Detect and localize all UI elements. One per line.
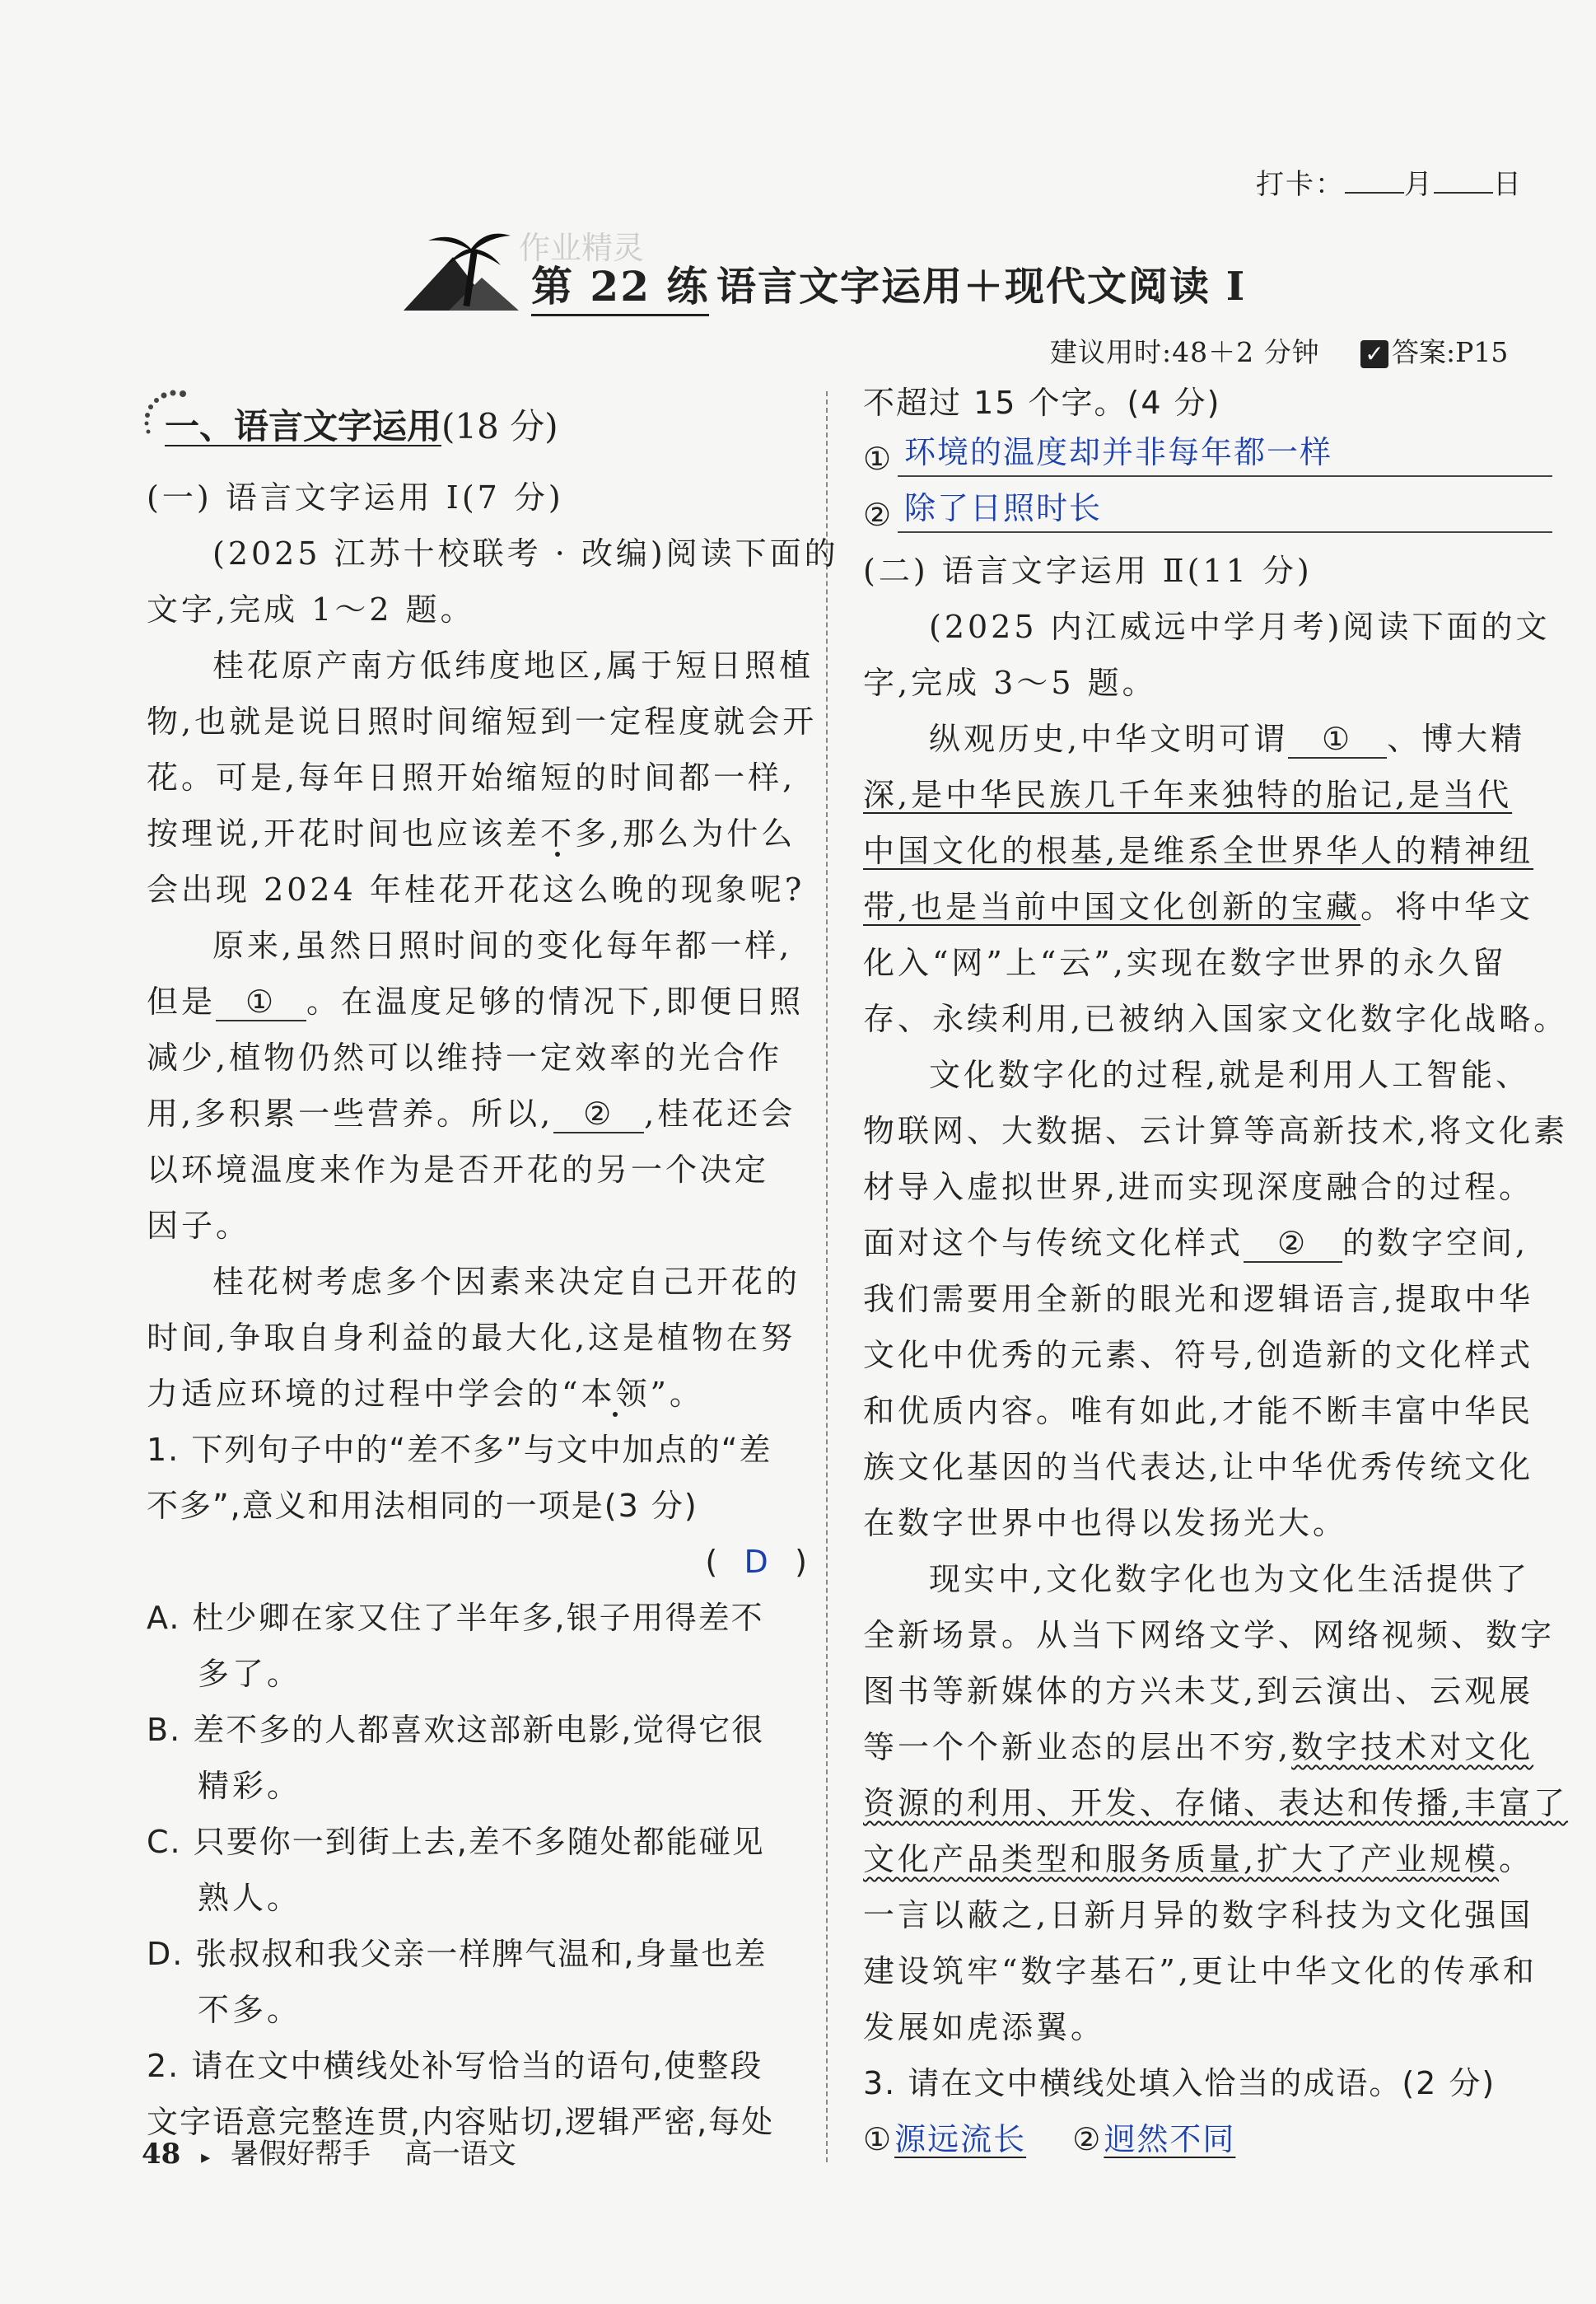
palm-island-icon (404, 224, 535, 311)
text-line: 发展如虎添翼。 (863, 2009, 1106, 2045)
text-span: 纵观历史,中华文明可谓 (929, 721, 1289, 757)
triangle-icon: ▸ (201, 2147, 211, 2168)
day-blank[interactable] (1434, 192, 1493, 194)
text-line: 图书等新媒体的方兴未艾,到云演出、云观展 (863, 1673, 1534, 1709)
wavy-underlined-text: 资源的利用、开发、存储、表达和传播,丰富了 (863, 1785, 1569, 1821)
passage1-paragraph1 (147, 638, 818, 918)
emphasized-word: 本领 (581, 1376, 651, 1412)
part2-source: (2025 内江威远中学月考)阅读下面的文 (929, 609, 1551, 645)
text-line: 以环境温度来作为是否开花的另一个决定 (147, 1152, 770, 1188)
month-blank[interactable] (1345, 192, 1404, 194)
blank-3-2[interactable]: ② (1244, 1225, 1342, 1263)
option-line: B. 差不多的人都喜欢这部新电影,觉得它很 (147, 1712, 765, 1748)
option-line: 熟人。 (198, 1880, 302, 1916)
option-line: 不多。 (198, 1992, 302, 2028)
q3-stem: 3. 请在文中横线处填入恰当的成语。(2 分) (863, 2065, 1496, 2101)
text-line (147, 974, 814, 1030)
passage1-paragraph3 (147, 1254, 814, 1422)
day-label: 日 (1493, 168, 1523, 201)
q2-answer-2-text: 除了日照时长 (904, 490, 1103, 526)
page-number: 48 (142, 2138, 181, 2171)
text-line (863, 767, 1522, 823)
text-line: 材导入虚拟世界,进而实现深度融合的过程。 (863, 1169, 1534, 1205)
q3-answers (863, 2111, 1522, 2167)
passage2-paragraph3 (863, 1551, 1569, 2055)
q1-answer-box[interactable] (147, 1534, 814, 1590)
text-line: 和优质内容。唯有如此,才能不断丰富中华民 (863, 1393, 1534, 1429)
text-span: 力适应环境的过程中学会的“ (147, 1376, 581, 1412)
q1-stem-cont: 不多”,意义和用法相同的一项是(3 分) (147, 1488, 698, 1524)
text-line (863, 823, 1534, 879)
watermark-text: 作业精灵 (519, 230, 645, 266)
option-line: A. 杜少卿在家又住了半年多,银子用得差不 (147, 1600, 764, 1636)
blank-1[interactable]: ① (216, 984, 306, 1021)
text-span: ,桂花还会 (644, 1096, 796, 1132)
text-span: 但是 (147, 984, 217, 1020)
q1-option-b[interactable] (147, 1702, 814, 1814)
part2-heading: (二) 语言文字运用 Ⅱ(11 分) (863, 553, 1313, 589)
text-line: 存、永续利用,已被纳入国家文化数字化战略。 (863, 1001, 1569, 1037)
q3-answer-1[interactable]: 源远流长 (894, 2121, 1027, 2157)
checkin-line (1256, 157, 1523, 213)
text-line (863, 1831, 1534, 1887)
text-span: 的数字空间, (1342, 1225, 1529, 1261)
text-line: 文化数字化的过程,就是利用人工智能、 (929, 1057, 1531, 1093)
q2-answer-1[interactable] (863, 431, 1522, 487)
checkin-label: 打卡： (1256, 168, 1345, 201)
text-span: 用,多积累一些营养。所以, (147, 1096, 554, 1132)
text-span: 。将中华文 (1360, 889, 1534, 925)
text-line (863, 1719, 1534, 1775)
text-line (863, 711, 1526, 767)
q1-option-d[interactable] (147, 1926, 814, 2038)
underlined-text: 深,是中华民族几千年来独特的胎记,是当代 (863, 777, 1513, 813)
dotted-word (506, 816, 609, 852)
wavy-underlined-text: 文化产品类型和服务质量,扩大了产业规模 (863, 1841, 1500, 1877)
section1-title: 一、语言文字运用 (165, 406, 442, 446)
right-column (863, 375, 1569, 2167)
text-span: 等一个个新业态的层出不穷, (863, 1729, 1292, 1765)
book-name: 暑假好帮手 (231, 2138, 371, 2171)
part1-heading: (一) 语言文字运用 Ⅰ(7 分) (147, 479, 564, 516)
subject-name: 高一语文 (404, 2138, 516, 2171)
text-line: 会出现 2024 年桂花开花这么晚的现象呢? (147, 872, 805, 908)
answer-num: ① (863, 2121, 895, 2157)
text-line: 现实中,文化数字化也为文化生活提供了 (929, 1561, 1531, 1597)
answer-num: ② (863, 497, 895, 533)
answer-ref (1360, 331, 1508, 370)
q3-answer-2[interactable]: 迥然不同 (1104, 2121, 1236, 2157)
q2-answer-1-text: 环境的温度却并非每年都一样 (904, 434, 1333, 470)
text-line: 族文化基因的当代表达,让中华优秀传统文化 (863, 1449, 1534, 1485)
time-hint: 建议用时:48＋2 分钟 (1050, 336, 1320, 368)
answer-ref-label: 答案:P15 (1392, 336, 1509, 368)
dotted-word (581, 1376, 650, 1412)
check-icon: ✓ (1360, 340, 1388, 368)
option-line: 精彩。 (198, 1768, 302, 1804)
q1-stem: 1. 下列句子中的“差不多”与文中加点的“差 (147, 1432, 772, 1468)
column-divider (826, 391, 828, 2162)
part1-source-cont: 文字,完成 1～2 题。 (147, 591, 475, 628)
text-span: ”。 (650, 1376, 704, 1412)
text-line: 在数字世界中也得以发扬光大。 (863, 1505, 1348, 1541)
part1-source: (2025 江苏十校联考 · 改编)阅读下面的 (212, 535, 839, 572)
text-span: ,那么为什么 (609, 816, 796, 852)
text-line: 因子。 (147, 1208, 251, 1244)
blank-3-1[interactable]: ① (1288, 721, 1387, 759)
text-span: 面对这个与传统文化样式 (863, 1225, 1244, 1261)
page-title: 语言文字运用＋现代文阅读 Ⅰ (716, 264, 1247, 310)
footer (142, 2133, 516, 2179)
text-line (863, 1775, 1569, 1831)
text-line: 物,也就是说日照时间缩短到一定程度就会开 (147, 703, 818, 740)
option-line: C. 只要你一到街上去,差不多随处都能碰见 (147, 1824, 765, 1860)
text-line: 桂花原产南方低纬度地区,属于短日照植 (212, 647, 814, 684)
text-line: 物联网、大数据、云计算等高新技术,将文化素 (863, 1113, 1569, 1149)
text-line: 花。可是,每年日照开始缩短的时间都一样, (147, 759, 796, 796)
text-span: 按理说,开花时间也应该 (147, 816, 506, 852)
q1-answer: D (744, 1544, 772, 1580)
q2-stem-cont: 文字语意完整连贯,内容贴切,逻辑严密,每处 (147, 2104, 775, 2140)
answer-line (898, 531, 1552, 533)
text-line: 建设筑牢“数字基石”,更让中华文化的传承和 (863, 1953, 1538, 1989)
text-line: 时间,争取自身利益的最大化,这是植物在努 (147, 1320, 796, 1356)
month-label: 月 (1404, 168, 1434, 201)
text-line: 一言以蔽之,日新月异的数字科技为文化强国 (863, 1897, 1534, 1933)
option-line: 多了。 (198, 1656, 302, 1692)
passage2-paragraph1 (863, 711, 1569, 1047)
q2-answer-2[interactable] (863, 487, 1522, 543)
part2-source-cont: 字,完成 3～5 题。 (863, 665, 1157, 701)
passage1-paragraph2 (147, 918, 814, 1254)
option-line: D. 张叔叔和我父亲一样脾气温和,身量也差 (147, 1936, 768, 1972)
blank-2[interactable]: ② (553, 1096, 644, 1133)
emphasized-word: 差不多 (506, 816, 610, 852)
text-line (147, 1086, 814, 1142)
paren-close: ) (795, 1544, 810, 1580)
text-line: 全新场景。从当下网络文学、网络视频、数字 (863, 1617, 1556, 1653)
text-line: 化入“网”上“云”,实现在数字世界的永久留 (863, 945, 1507, 981)
underlined-text: 中国文化的根基,是维系全世界华人的精神纽 (863, 833, 1534, 869)
text-line: 原来,虽然日照时间的变化每年都一样, (212, 928, 793, 964)
section1-heading (165, 400, 558, 453)
wavy-underlined-text: 数字技术对文化 (1291, 1729, 1534, 1765)
paren-open: ( (705, 1544, 721, 1580)
q1-option-a[interactable] (147, 1590, 814, 1702)
underlined-text: 带,也是当前中国文化创新的宝藏 (863, 889, 1361, 925)
q2-stem: 2. 请在文中横线处补写恰当的语句,使整段 (147, 2048, 763, 2084)
answer-num: ① (863, 441, 895, 477)
section1-score: (18 分) (441, 406, 558, 446)
text-line (863, 879, 1534, 935)
q1-option-c[interactable] (147, 1814, 814, 1926)
text-span: 。在温度足够的情况下,即便日照 (306, 984, 805, 1020)
text-line (147, 1366, 814, 1422)
text-line (863, 1215, 1529, 1271)
answer-num: ② (1072, 2121, 1104, 2157)
question-1 (147, 1422, 814, 2150)
text-line: 桂花树考虑多个因素来决定自己开花的 (212, 1264, 801, 1300)
lesson-number: 第 22 练 (531, 259, 709, 316)
left-column (147, 470, 839, 2150)
text-span: 。 (1499, 1841, 1534, 1877)
passage2-paragraph2 (863, 1047, 1569, 1551)
text-line: 我们需要用全新的眼光和逻辑语言,提取中华 (863, 1281, 1534, 1317)
text-span: 、博大精 (1387, 721, 1526, 757)
text-line: 文化中优秀的元素、符号,创造新的文化样式 (863, 1337, 1534, 1373)
text-line (147, 806, 814, 862)
answer-line (898, 475, 1552, 477)
q2-stem-end: 不超过 15 个字。(4 分) (863, 385, 1221, 421)
text-line: 减少,植物仍然可以维持一定效率的光合作 (147, 1040, 783, 1076)
